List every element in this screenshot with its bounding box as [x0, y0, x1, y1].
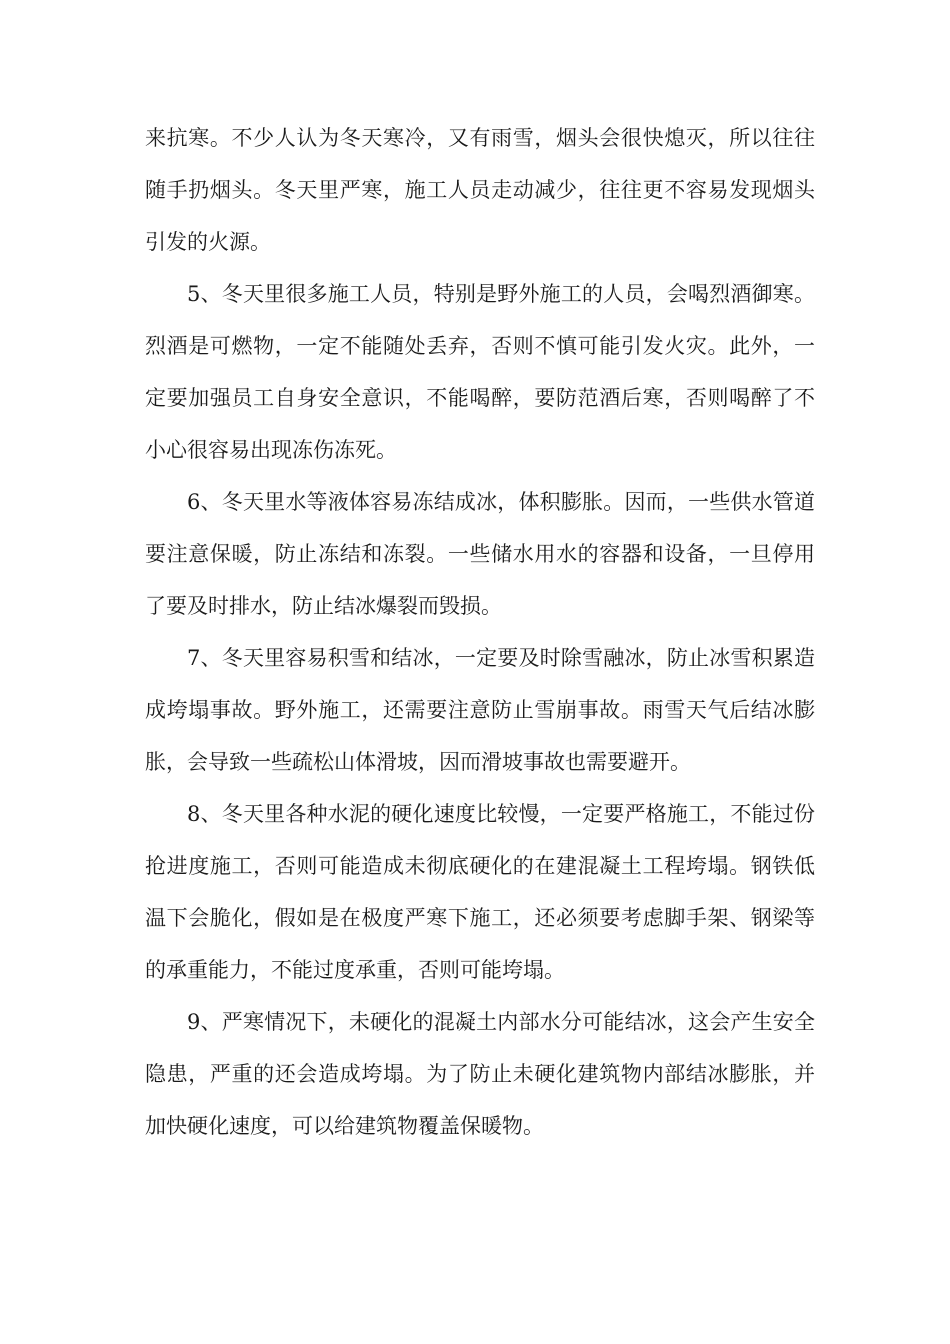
- paragraph-continuation: 来抗寒。不少人认为冬天寒冷，又有雨雪，烟头会很快熄灭，所以往往随手扔烟头。冬天里严寒，施工人员走动减少，往往更不容易发现烟头引发的火源。: [145, 126, 815, 254]
- paragraph-item-7: 7、冬天里容易积雪和结冰，一定要及时除雪融冰，防止冰雪积累造成垮塌事故。野外施工，还需要注意防止雪崩事故。雨雪天气后结冰膨胀，会导致一些疏松山体滑坡，因而滑坡事故也需要避开。: [145, 646, 815, 774]
- paragraph-item-6: 6、冬天里水等液体容易冻结成冰，体积膨胀。因而，一些供水管道要注意保暖，防止冻结和冻裂。一些储水用水的容器和设备，一旦停用了要及时排水，防止结冰爆裂而毁损。: [145, 490, 815, 618]
- paragraph-item-5: 5、冬天里很多施工人员，特别是野外施工的人员，会喝烈酒御寒。烈酒是可燃物，一定不能随处丢弃，否则不慎可能引发火灾。此外，一定要加强员工自身安全意识，不能喝醉，要防范酒后寒，否则喝醉了不小心很容易出现冻伤冻死。: [145, 282, 815, 462]
- document-body: [145, 112, 815, 1152]
- paragraph-item-8: 8、冬天里各种水泥的硬化速度比较慢，一定要严格施工，不能过份抢进度施工，否则可能造成未彻底硬化的在建混凝土工程垮塌。钢铁低温下会脆化，假如是在极度严寒下施工，还必须要考虑脚手架、钢梁等的承重能力，不能过度承重，否则可能垮塌。: [145, 802, 815, 982]
- paragraph-item-9: 9、严寒情况下，未硬化的混凝土内部水分可能结冰，这会产生安全隐患，严重的还会造成垮塌。为了防止未硬化建筑物内部结冰膨胀，并加快硬化速度，可以给建筑物覆盖保暖物。: [145, 1010, 815, 1138]
